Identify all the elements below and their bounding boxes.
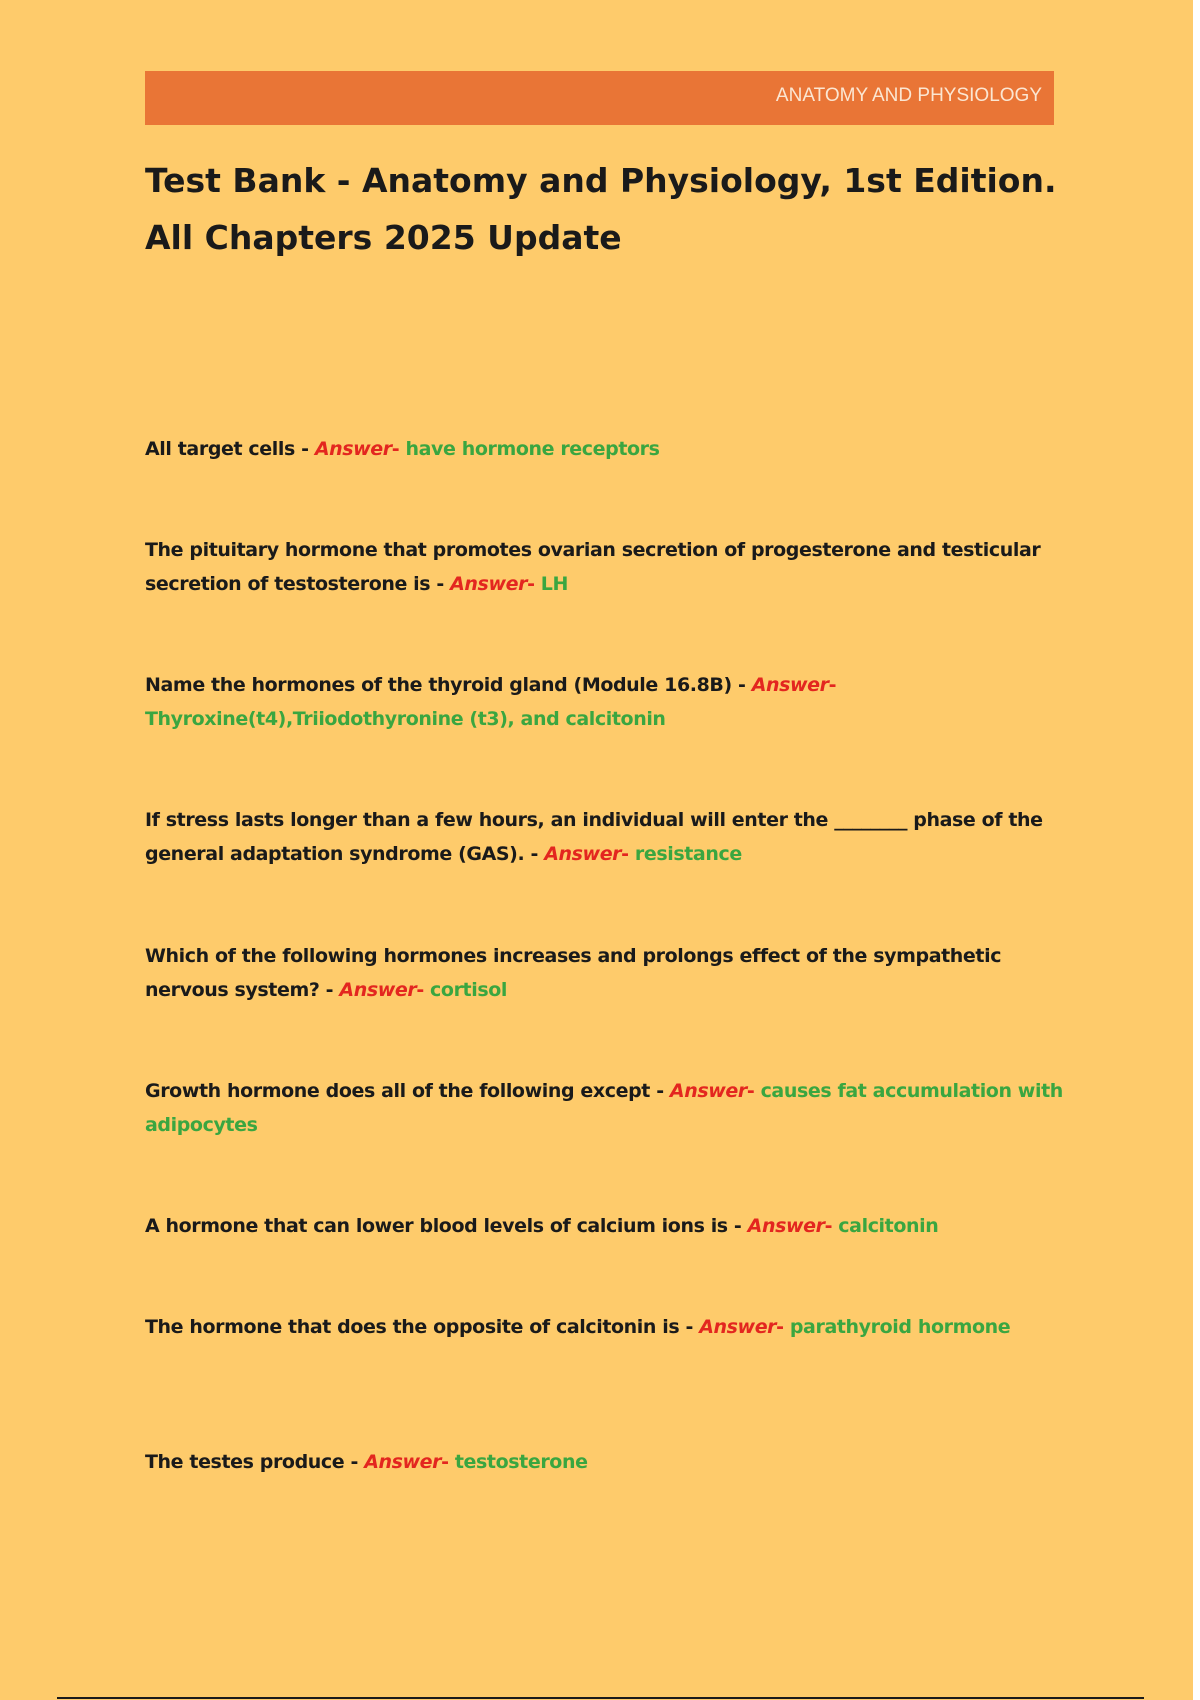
answer-dash: - — [828, 674, 837, 696]
answer-text: have hormone receptors — [405, 438, 660, 460]
answer-dash: - — [746, 1080, 761, 1102]
question-text: If stress lasts longer than a few hours, an individual will enter the ________ phase of the general adaptation syndrome (GAS). — [145, 809, 1043, 865]
question-separator: - — [319, 979, 340, 1001]
header-band — [145, 71, 1054, 125]
qa-item — [145, 432, 1065, 466]
question-text: Growth hormone does all of the following except — [145, 1080, 650, 1102]
answer-label: Answer — [544, 843, 622, 865]
answer-text: LH — [540, 573, 568, 595]
document-title — [145, 152, 1085, 266]
answer-dash: - — [391, 438, 406, 460]
qa-item — [145, 1209, 1065, 1243]
question-text: All target cells — [145, 438, 295, 460]
document-title-line-1: Test Bank - Anatomy and Physiology, 1st Edition. — [145, 161, 1057, 200]
answer-text: testosterone — [454, 1451, 588, 1473]
qa-item — [145, 1445, 1065, 1479]
header-band-label: ANATOMY AND PHYSIOLOGY — [775, 85, 1042, 106]
answer-dash: - — [441, 1451, 455, 1473]
answer-label: Answer — [450, 573, 528, 595]
question-separator: - — [294, 438, 315, 460]
answer-dash: - — [776, 1316, 790, 1338]
qa-item — [145, 939, 1065, 1007]
question-text: Name the hormones of the thyroid gland (Module 16.8B) — [145, 674, 732, 696]
answer-dash: - — [621, 843, 635, 865]
answer-text: cortisol — [430, 979, 508, 1001]
question-separator: - — [344, 1451, 365, 1473]
qa-item — [145, 533, 1065, 601]
answer-label: Answer — [699, 1316, 777, 1338]
answer-label: Answer — [751, 674, 829, 696]
answer-label: Answer — [364, 1451, 442, 1473]
question-text: A hormone that can lower blood levels of calcium ions is — [145, 1215, 728, 1237]
answer-label: Answer — [669, 1080, 747, 1102]
question-separator: - — [430, 573, 451, 595]
answer-dash: - — [824, 1215, 839, 1237]
answer-label: Answer — [747, 1215, 825, 1237]
qa-item — [145, 1074, 1065, 1142]
question-separator: - — [731, 674, 752, 696]
question-text: Which of the following hormones increases and prolongs effect of the sympathetic nervous system? — [145, 945, 1002, 1001]
answer-dash: - — [527, 573, 541, 595]
answer-text: parathyroid hormone — [789, 1316, 1011, 1338]
question-text: The testes produce — [145, 1451, 345, 1473]
question-separator: - — [649, 1080, 670, 1102]
question-text: The hormone that does the opposite of calcitonin is — [145, 1316, 680, 1338]
answer-text: calcitonin — [838, 1215, 939, 1237]
question-text: The pituitary hormone that promotes ovarian secretion of progesterone and testicular secretion of testosterone is — [145, 539, 1041, 595]
document-title-line-2: All Chapters 2025 Update — [145, 218, 622, 257]
answer-label: Answer — [314, 438, 392, 460]
question-separator: - — [727, 1215, 748, 1237]
answer-text: Thyroxine(t4),Triiodothyronine (t3), and calcitonin — [145, 708, 666, 730]
qa-item — [145, 668, 1065, 736]
qa-item — [145, 803, 1065, 871]
question-separator: - — [524, 843, 545, 865]
answer-label: Answer — [339, 979, 417, 1001]
answer-dash: - — [416, 979, 431, 1001]
answer-text: causes fat accumulation with adipocytes — [145, 1080, 1063, 1136]
footer-rule — [57, 1697, 1144, 1699]
qa-item — [145, 1310, 1065, 1344]
question-separator: - — [679, 1316, 700, 1338]
answer-text: resistance — [634, 843, 742, 865]
